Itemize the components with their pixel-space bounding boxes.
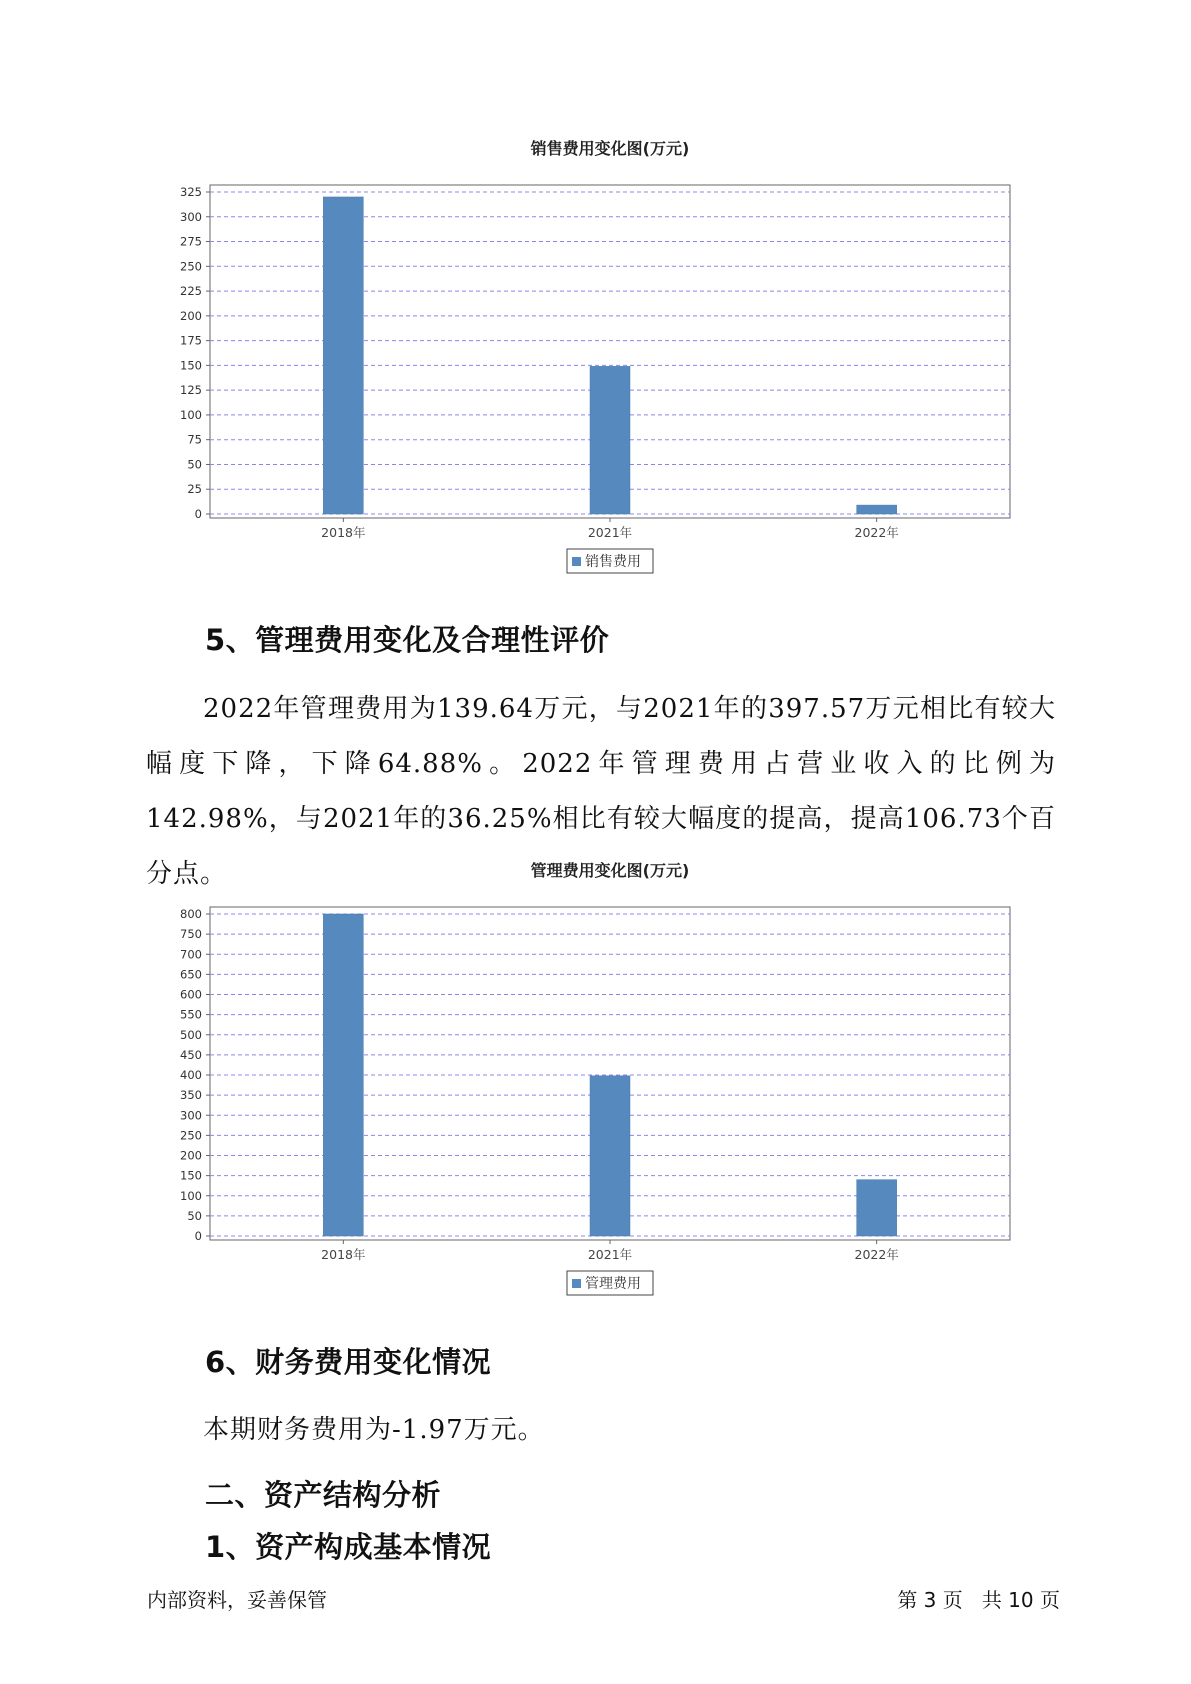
y-tick-label: 200 xyxy=(180,308,202,323)
y-tick-label: 150 xyxy=(180,358,202,373)
y-tick-label: 50 xyxy=(187,457,202,472)
bar-2021年 xyxy=(590,366,630,514)
y-tick-label: 325 xyxy=(180,185,202,199)
y-tick-label: 125 xyxy=(180,383,202,398)
x-tick-label: 2018年 xyxy=(321,1247,366,1262)
section5-heading: 5、管理费用变化及合理性评价 xyxy=(205,623,610,657)
y-tick-label: 25 xyxy=(187,482,202,497)
chart-title: 销售费用变化图(万元) xyxy=(530,139,690,158)
y-tick-label: 450 xyxy=(180,1047,202,1062)
y-tick-label: 300 xyxy=(180,1108,202,1123)
y-tick-label: 650 xyxy=(180,967,202,982)
y-tick-label: 300 xyxy=(180,209,202,224)
y-tick-label: 200 xyxy=(180,1148,202,1163)
y-tick-label: 150 xyxy=(180,1168,202,1183)
admin-expense-chart xyxy=(150,852,1030,1292)
x-tick-label: 2018年 xyxy=(321,525,366,540)
assets-heading: 二、资产结构分析 xyxy=(205,1478,442,1512)
y-tick-label: 250 xyxy=(180,1128,202,1143)
y-tick-label: 700 xyxy=(180,947,202,962)
y-tick-label: 100 xyxy=(180,1188,202,1203)
section5-paragraph: 2022年管理费用为139.64万元，与2021年的397.57万元相比有较大幅度下降，下降64.88%。2022年管理费用占营业收入的比例为142.98%，与2021年的36.25%相比有较大幅度的提高，提高106.73个百分点。 xyxy=(146,694,1056,889)
bar-2022年 xyxy=(857,505,897,514)
x-tick-label: 2022年 xyxy=(854,525,899,540)
bar-2022年 xyxy=(857,1180,897,1236)
section6-heading: 6、财务费用变化情况 xyxy=(205,1345,492,1379)
y-tick-label: 175 xyxy=(180,333,202,348)
y-tick-label: 600 xyxy=(180,987,202,1002)
assets-subheading: 1、资产构成基本情况 xyxy=(205,1530,492,1564)
legend-swatch xyxy=(572,557,581,566)
y-tick-label: 50 xyxy=(187,1208,202,1223)
legend xyxy=(567,549,653,573)
footer-left: 内部资料，妥善保管 xyxy=(147,1588,327,1612)
legend xyxy=(567,1271,653,1295)
legend-label: 销售费用 xyxy=(585,554,641,570)
legend-swatch xyxy=(572,1279,581,1288)
x-tick-label: 2021年 xyxy=(587,1247,633,1262)
y-tick-label: 550 xyxy=(180,1007,202,1022)
chart-title: 管理费用变化图(万元) xyxy=(530,861,690,880)
sales-expense-chart xyxy=(150,130,1030,570)
bar-2018年 xyxy=(323,197,363,514)
legend-label: 管理费用 xyxy=(585,1276,641,1292)
x-tick-label: 2021年 xyxy=(587,525,633,540)
y-tick-label: 100 xyxy=(180,407,202,422)
y-tick-label: 225 xyxy=(180,284,202,299)
footer-page-number: 第 3 页 共 10 页 xyxy=(897,1588,1060,1612)
y-tick-label: 800 xyxy=(180,907,202,921)
y-tick-label: 0 xyxy=(194,507,202,521)
y-tick-label: 750 xyxy=(180,927,202,942)
bar-2021年 xyxy=(590,1076,630,1236)
admin-expense-chart-svg xyxy=(150,852,1030,1292)
x-tick-label: 2022年 xyxy=(854,1247,899,1262)
section6-paragraph: 本期财务费用为-1.97万元。 xyxy=(203,1415,545,1445)
y-tick-label: 275 xyxy=(180,234,202,249)
y-tick-label: 350 xyxy=(180,1088,202,1103)
y-tick-label: 0 xyxy=(194,1229,202,1243)
y-tick-label: 500 xyxy=(180,1027,202,1042)
bar-2018年 xyxy=(323,914,363,1236)
y-tick-label: 400 xyxy=(180,1068,202,1082)
y-tick-label: 250 xyxy=(180,259,202,274)
sales-expense-chart-svg xyxy=(150,130,1030,570)
y-tick-label: 75 xyxy=(187,432,202,447)
